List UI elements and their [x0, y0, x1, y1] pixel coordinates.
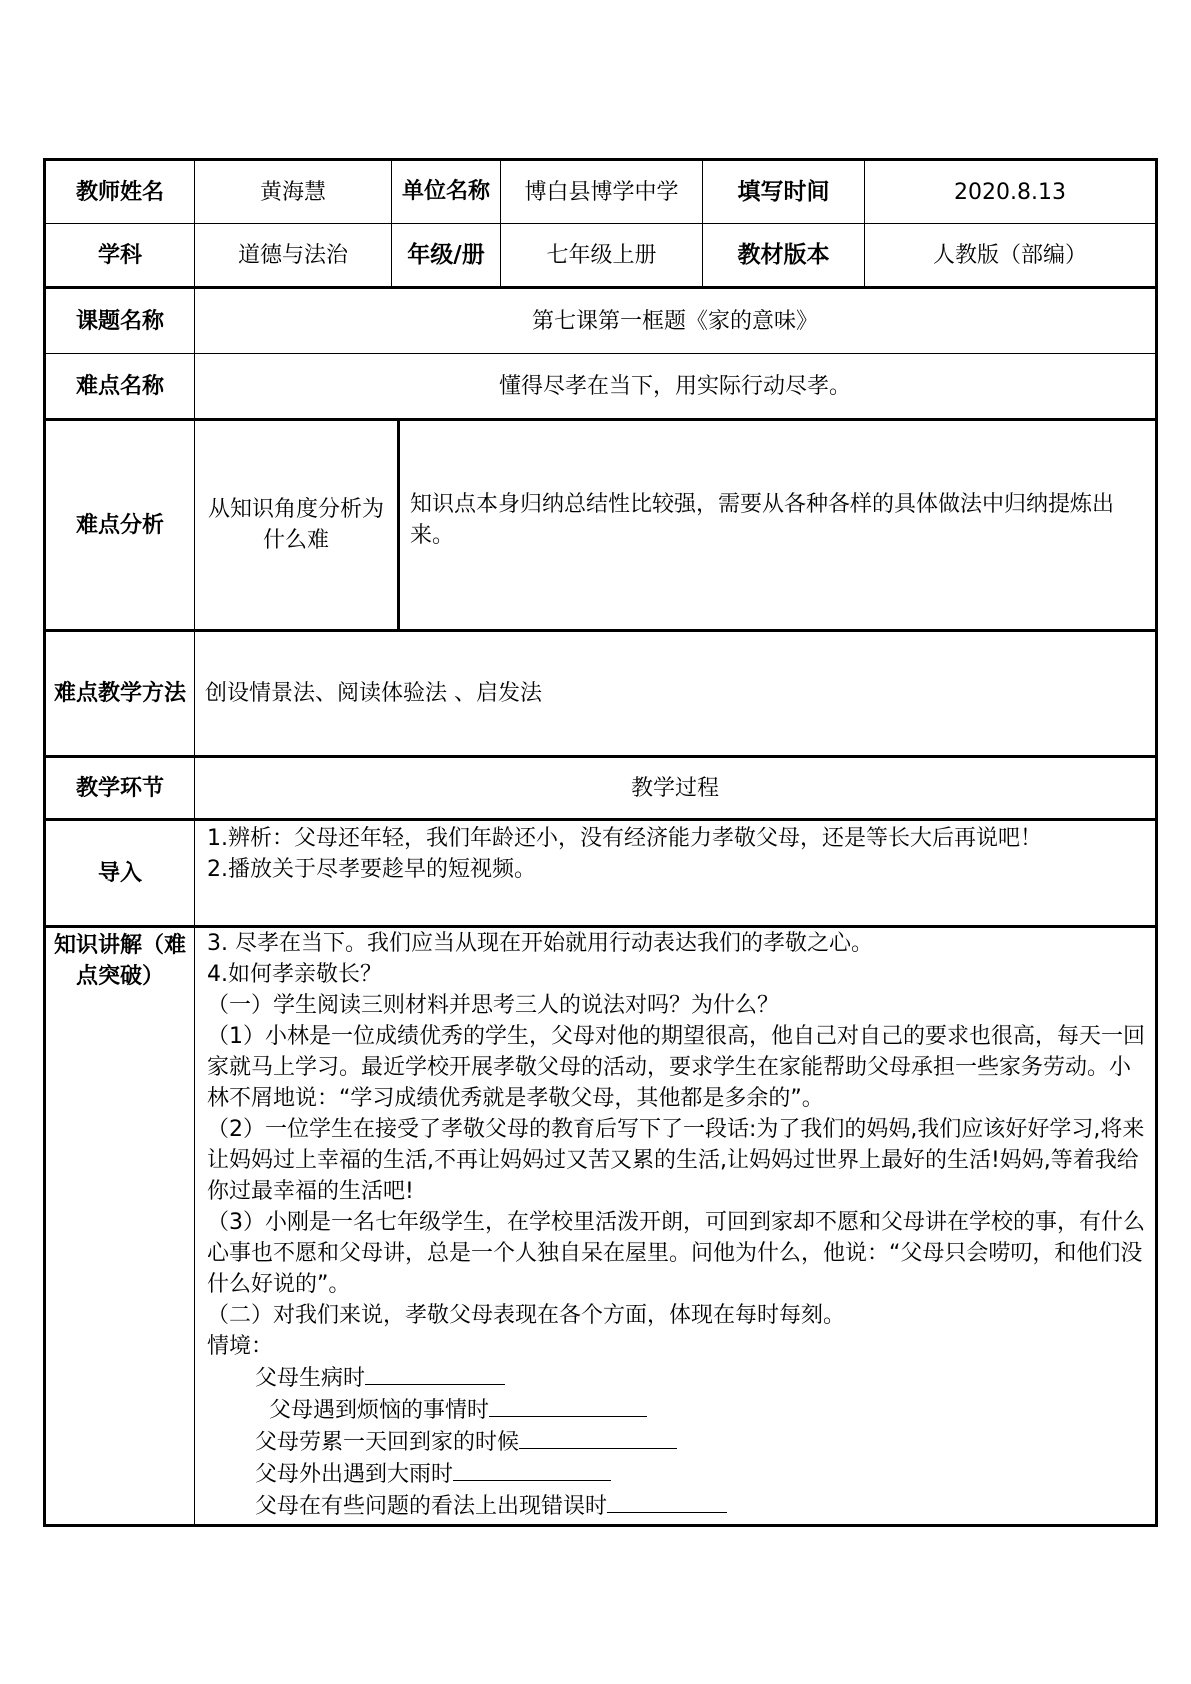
process-row [45, 757, 1157, 820]
answer-blank [365, 1362, 505, 1385]
situation-item: 父母生病时 [207, 1362, 1145, 1394]
intro-row [45, 820, 1157, 927]
analysis-text: 知识点本身归纳总结性比较强，需要从各种各样的具体做法中归纳提炼出来。 [410, 492, 1115, 548]
knowledge-paragraph: （2）一位学生在接受了孝敬父母的教育后写下了一段话:为了我们的妈妈,我们应该好好学习,将来让妈妈过上幸福的生活,不再让妈妈过又苦又累的生活,让妈妈过世界上最好的生活!妈妈,等着我给你过最幸福的生活吧! [207, 1117, 1145, 1204]
teacher-value: 黄海慧 [195, 160, 392, 224]
situation-item: 父母在有些问题的看法上出现错误时 [207, 1490, 1145, 1522]
date-label: 填写时间 [703, 160, 865, 224]
intro-line: 2.播放关于尽孝要趁早的短视频。 [207, 857, 536, 882]
method-row [45, 631, 1157, 757]
knowledge-line: 3. 尽孝在当下。我们应当从现在开始就用行动表达我们的孝敬之心。 [207, 931, 873, 956]
date-value: 2020.8.13 [865, 160, 1157, 224]
difficulty-value: 懂得尽孝在当下，用实际行动尽孝。 [195, 354, 1157, 420]
analysis-row [45, 420, 1157, 631]
grade-label: 年级/册 [392, 224, 501, 288]
intro-content [195, 820, 1157, 927]
answer-blank [453, 1458, 611, 1481]
answer-blank [489, 1394, 647, 1417]
answer-blank [607, 1490, 727, 1513]
analysis-sub-label: 从知识角度分析为什么难 [195, 421, 400, 629]
unit-value: 博白县博学中学 [501, 160, 703, 224]
intro-label: 导入 [45, 820, 195, 927]
knowledge-line: （二）对我们来说，孝敬父母表现在各个方面，体现在每时每刻。 [207, 1303, 846, 1328]
difficulty-label: 难点名称 [45, 354, 195, 420]
topic-value: 第七课第一框题《家的意味》 [195, 288, 1157, 354]
analysis-label: 难点分析 [45, 420, 195, 631]
knowledge-line: 4.如何孝亲敬长？ [207, 962, 382, 987]
header-row-2 [45, 224, 1157, 288]
method-label: 难点教学方法 [45, 631, 195, 757]
knowledge-content [195, 927, 1157, 1526]
topic-label: 课题名称 [45, 288, 195, 354]
lesson-plan-table [43, 158, 1158, 1527]
situation-item: 父母劳累一天回到家的时候 [207, 1426, 1145, 1458]
knowledge-row [45, 927, 1157, 1526]
edition-label: 教材版本 [703, 224, 865, 288]
knowledge-paragraph: （1）小林是一位成绩优秀的学生，父母对他的期望很高，他自己对自己的要求也很高，每天一回家就马上学习。最近学校开展孝敬父母的活动，要求学生在家能帮助父母承担一些家务劳动。小林不屑地说：“学习成绩优秀就是孝敬父母，其他都是多余的”。 [207, 1024, 1146, 1111]
grade-value: 七年级上册 [501, 224, 703, 288]
teacher-label: 教师姓名 [45, 160, 195, 224]
knowledge-paragraph: （3）小刚是一名七年级学生，在学校里活泼开朗，可回到家却不愿和父母讲在学校的事，有什么心事也不愿和父母讲，总是一个人独自呆在屋里。问他为什么，他说：“父母只会唠叨，和他们没什么好说的”。 [207, 1210, 1146, 1297]
answer-blank [519, 1426, 677, 1449]
header-row-1 [45, 160, 1157, 224]
difficulty-row [45, 354, 1157, 420]
knowledge-line: （一）学生阅读三则材料并思考三人的说法对吗？为什么？ [207, 993, 780, 1018]
subject-value: 道德与法治 [195, 224, 392, 288]
intro-line: 1.辨析：父母还年轻，我们年龄还小，没有经济能力孝敬父母，还是等长大后再说吧！ [207, 826, 1042, 851]
situation-item: 父母外出遇到大雨时 [207, 1458, 1145, 1490]
method-value: 创设情景法、阅读体验法 、启发法 [195, 631, 1157, 757]
edition-value: 人教版（部编） [865, 224, 1157, 288]
subject-label: 学科 [45, 224, 195, 288]
topic-row [45, 288, 1157, 354]
process-label: 教学环节 [45, 757, 195, 820]
unit-label: 单位名称 [392, 160, 501, 224]
knowledge-line: 情境： [207, 1334, 274, 1359]
knowledge-label: 知识讲解（难点突破） [45, 927, 195, 1526]
situation-item: 父母遇到烦恼的事情时 [207, 1394, 1145, 1426]
process-value: 教学过程 [195, 757, 1157, 820]
analysis-cell [195, 420, 1157, 631]
